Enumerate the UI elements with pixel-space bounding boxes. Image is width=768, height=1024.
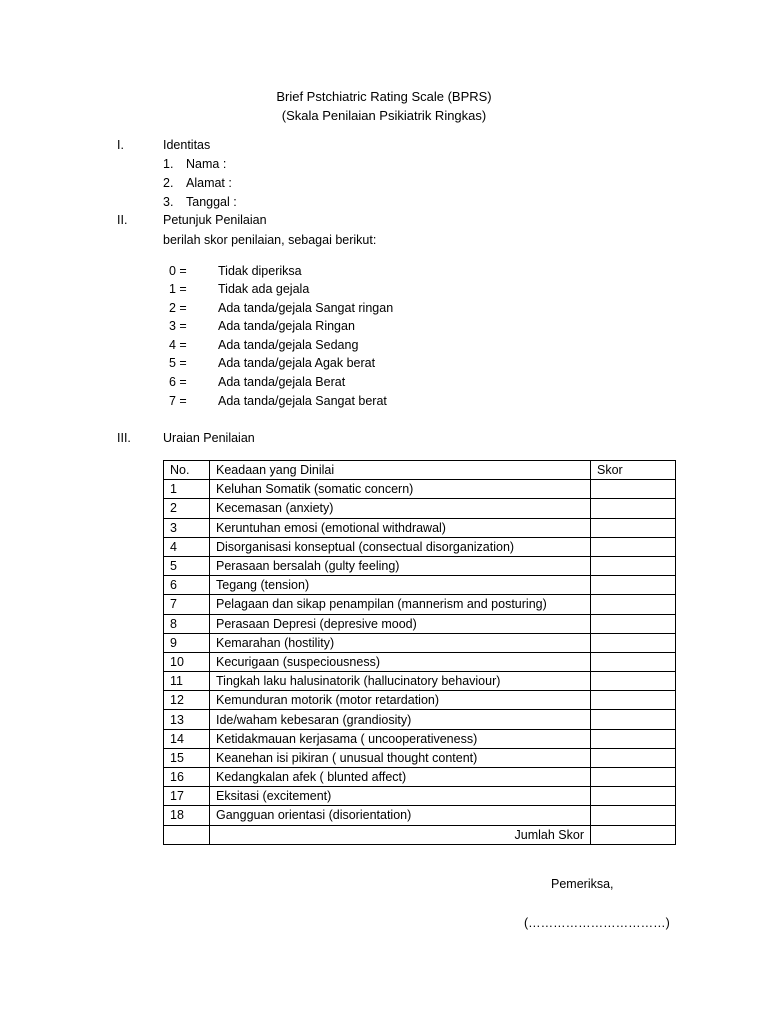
header-item: Keadaan yang Dinilai <box>210 461 591 480</box>
total-label: Jumlah Skor <box>210 825 591 844</box>
section-1-heading: Identitas <box>163 138 211 152</box>
scale-score: 5 = <box>169 356 187 370</box>
scale-score: 4 = <box>169 338 187 352</box>
row-no: 10 <box>164 652 210 671</box>
row-item: Gangguan orientasi (disorientation) <box>210 806 591 825</box>
row-no: 3 <box>164 518 210 537</box>
table-row <box>164 672 676 691</box>
row-no: 12 <box>164 691 210 710</box>
table-row <box>164 691 676 710</box>
row-item: Tingkah laku halusinatorik (hallucinatory behaviour) <box>210 672 591 691</box>
row-no: 9 <box>164 633 210 652</box>
field-number: 1. <box>163 157 174 171</box>
table-row <box>164 768 676 787</box>
rating-table <box>163 460 676 845</box>
scale-description: Tidak ada gejala <box>218 282 310 296</box>
table-header-row <box>164 461 676 480</box>
scale-description: Ada tanda/gejala Ringan <box>218 319 355 333</box>
row-item: Disorganisasi konseptual (consectual disorganization) <box>210 537 591 556</box>
row-no: 7 <box>164 595 210 614</box>
score-cell[interactable] <box>591 768 676 787</box>
table-row <box>164 748 676 767</box>
score-cell[interactable] <box>591 480 676 499</box>
scale-score: 2 = <box>169 301 187 315</box>
row-no: 15 <box>164 748 210 767</box>
scale-description: Ada tanda/gejala Sangat berat <box>218 394 387 408</box>
scale-description: Ada tanda/gejala Sangat ringan <box>218 301 394 315</box>
row-no: 14 <box>164 729 210 748</box>
table-row <box>164 652 676 671</box>
row-item: Eksitasi (excitement) <box>210 787 591 806</box>
table-row <box>164 537 676 556</box>
total-score-cell[interactable] <box>591 825 676 844</box>
score-cell[interactable] <box>591 576 676 595</box>
scale-description: Tidak diperiksa <box>218 264 302 278</box>
scale-score: 7 = <box>169 394 187 408</box>
table-row <box>164 806 676 825</box>
table-row <box>164 787 676 806</box>
score-cell[interactable] <box>591 787 676 806</box>
table-row <box>164 633 676 652</box>
score-cell[interactable] <box>591 691 676 710</box>
row-no: 16 <box>164 768 210 787</box>
section-3-heading: Uraian Penilaian <box>163 431 255 445</box>
field-alamat-label: Alamat : <box>186 176 232 190</box>
score-cell[interactable] <box>591 614 676 633</box>
table-row <box>164 710 676 729</box>
score-cell[interactable] <box>591 710 676 729</box>
row-no: 13 <box>164 710 210 729</box>
table-row <box>164 499 676 518</box>
row-no: 17 <box>164 787 210 806</box>
score-cell[interactable] <box>591 748 676 767</box>
row-no: 5 <box>164 556 210 575</box>
document-subtitle: (Skala Penilaian Psikiatrik Ringkas) <box>281 108 487 123</box>
scale-description: Ada tanda/gejala Agak berat <box>218 356 376 370</box>
table-row <box>164 576 676 595</box>
row-item: Keluhan Somatik (somatic concern) <box>210 480 591 499</box>
field-number: 2. <box>163 176 174 190</box>
instruction-text: berilah skor penilaian, sebagai berikut: <box>163 233 377 247</box>
row-no: 6 <box>164 576 210 595</box>
score-cell[interactable] <box>591 633 676 652</box>
section-2-numeral: II. <box>117 213 128 227</box>
row-item: Perasaan bersalah (gulty feeling) <box>210 556 591 575</box>
row-item: Tegang (tension) <box>210 576 591 595</box>
row-item: Keruntuhan emosi (emotional withdrawal) <box>210 518 591 537</box>
score-cell[interactable] <box>591 806 676 825</box>
row-no: 1 <box>164 480 210 499</box>
header-score: Skor <box>591 461 676 480</box>
score-cell[interactable] <box>591 556 676 575</box>
table-row <box>164 480 676 499</box>
table-row <box>164 595 676 614</box>
table-row <box>164 614 676 633</box>
table-row <box>164 518 676 537</box>
row-item: Keanehan isi pikiran ( unusual thought content) <box>210 748 591 767</box>
document-title: Brief Pstchiatric Rating Scale (BPRS) <box>276 89 492 104</box>
total-empty-cell <box>164 825 210 844</box>
scale-score: 0 = <box>169 264 187 278</box>
scale-score: 6 = <box>169 375 187 389</box>
score-cell[interactable] <box>591 595 676 614</box>
score-cell[interactable] <box>591 499 676 518</box>
examiner-label: Pemeriksa, <box>551 877 614 891</box>
score-cell[interactable] <box>591 652 676 671</box>
row-item: Kemunduran motorik (motor retardation) <box>210 691 591 710</box>
row-item: Kedangkalan afek ( blunted affect) <box>210 768 591 787</box>
header-no: No. <box>164 461 210 480</box>
field-tanggal-label: Tanggal : <box>186 195 237 209</box>
scale-description: Ada tanda/gejala Berat <box>218 375 346 389</box>
signature-line: (……………………………) <box>524 916 670 930</box>
row-no: 18 <box>164 806 210 825</box>
row-item: Kecemasan (anxiety) <box>210 499 591 518</box>
row-item: Ide/waham kebesaran (grandiosity) <box>210 710 591 729</box>
row-no: 2 <box>164 499 210 518</box>
row-no: 4 <box>164 537 210 556</box>
field-nama-label: Nama : <box>186 157 227 171</box>
scale-description: Ada tanda/gejala Sedang <box>218 338 359 352</box>
section-2-heading: Petunjuk Penilaian <box>163 213 267 227</box>
row-no: 8 <box>164 614 210 633</box>
scale-score: 3 = <box>169 319 187 333</box>
score-cell[interactable] <box>591 729 676 748</box>
row-item: Kecurigaan (suspeciousness) <box>210 652 591 671</box>
section-3-numeral: III. <box>117 431 131 445</box>
scale-score: 1 = <box>169 282 187 296</box>
row-item: Kemarahan (hostility) <box>210 633 591 652</box>
score-cell[interactable] <box>591 672 676 691</box>
score-cell[interactable] <box>591 537 676 556</box>
total-row <box>164 825 676 844</box>
row-item: Pelagaan dan sikap penampilan (mannerism and posturing) <box>210 595 591 614</box>
row-item: Ketidakmauan kerjasama ( uncooperativeness) <box>210 729 591 748</box>
table-row <box>164 729 676 748</box>
section-1-numeral: I. <box>117 138 124 152</box>
table-row <box>164 556 676 575</box>
row-no: 11 <box>164 672 210 691</box>
row-item: Perasaan Depresi (depresive mood) <box>210 614 591 633</box>
field-number: 3. <box>163 195 174 209</box>
score-cell[interactable] <box>591 518 676 537</box>
